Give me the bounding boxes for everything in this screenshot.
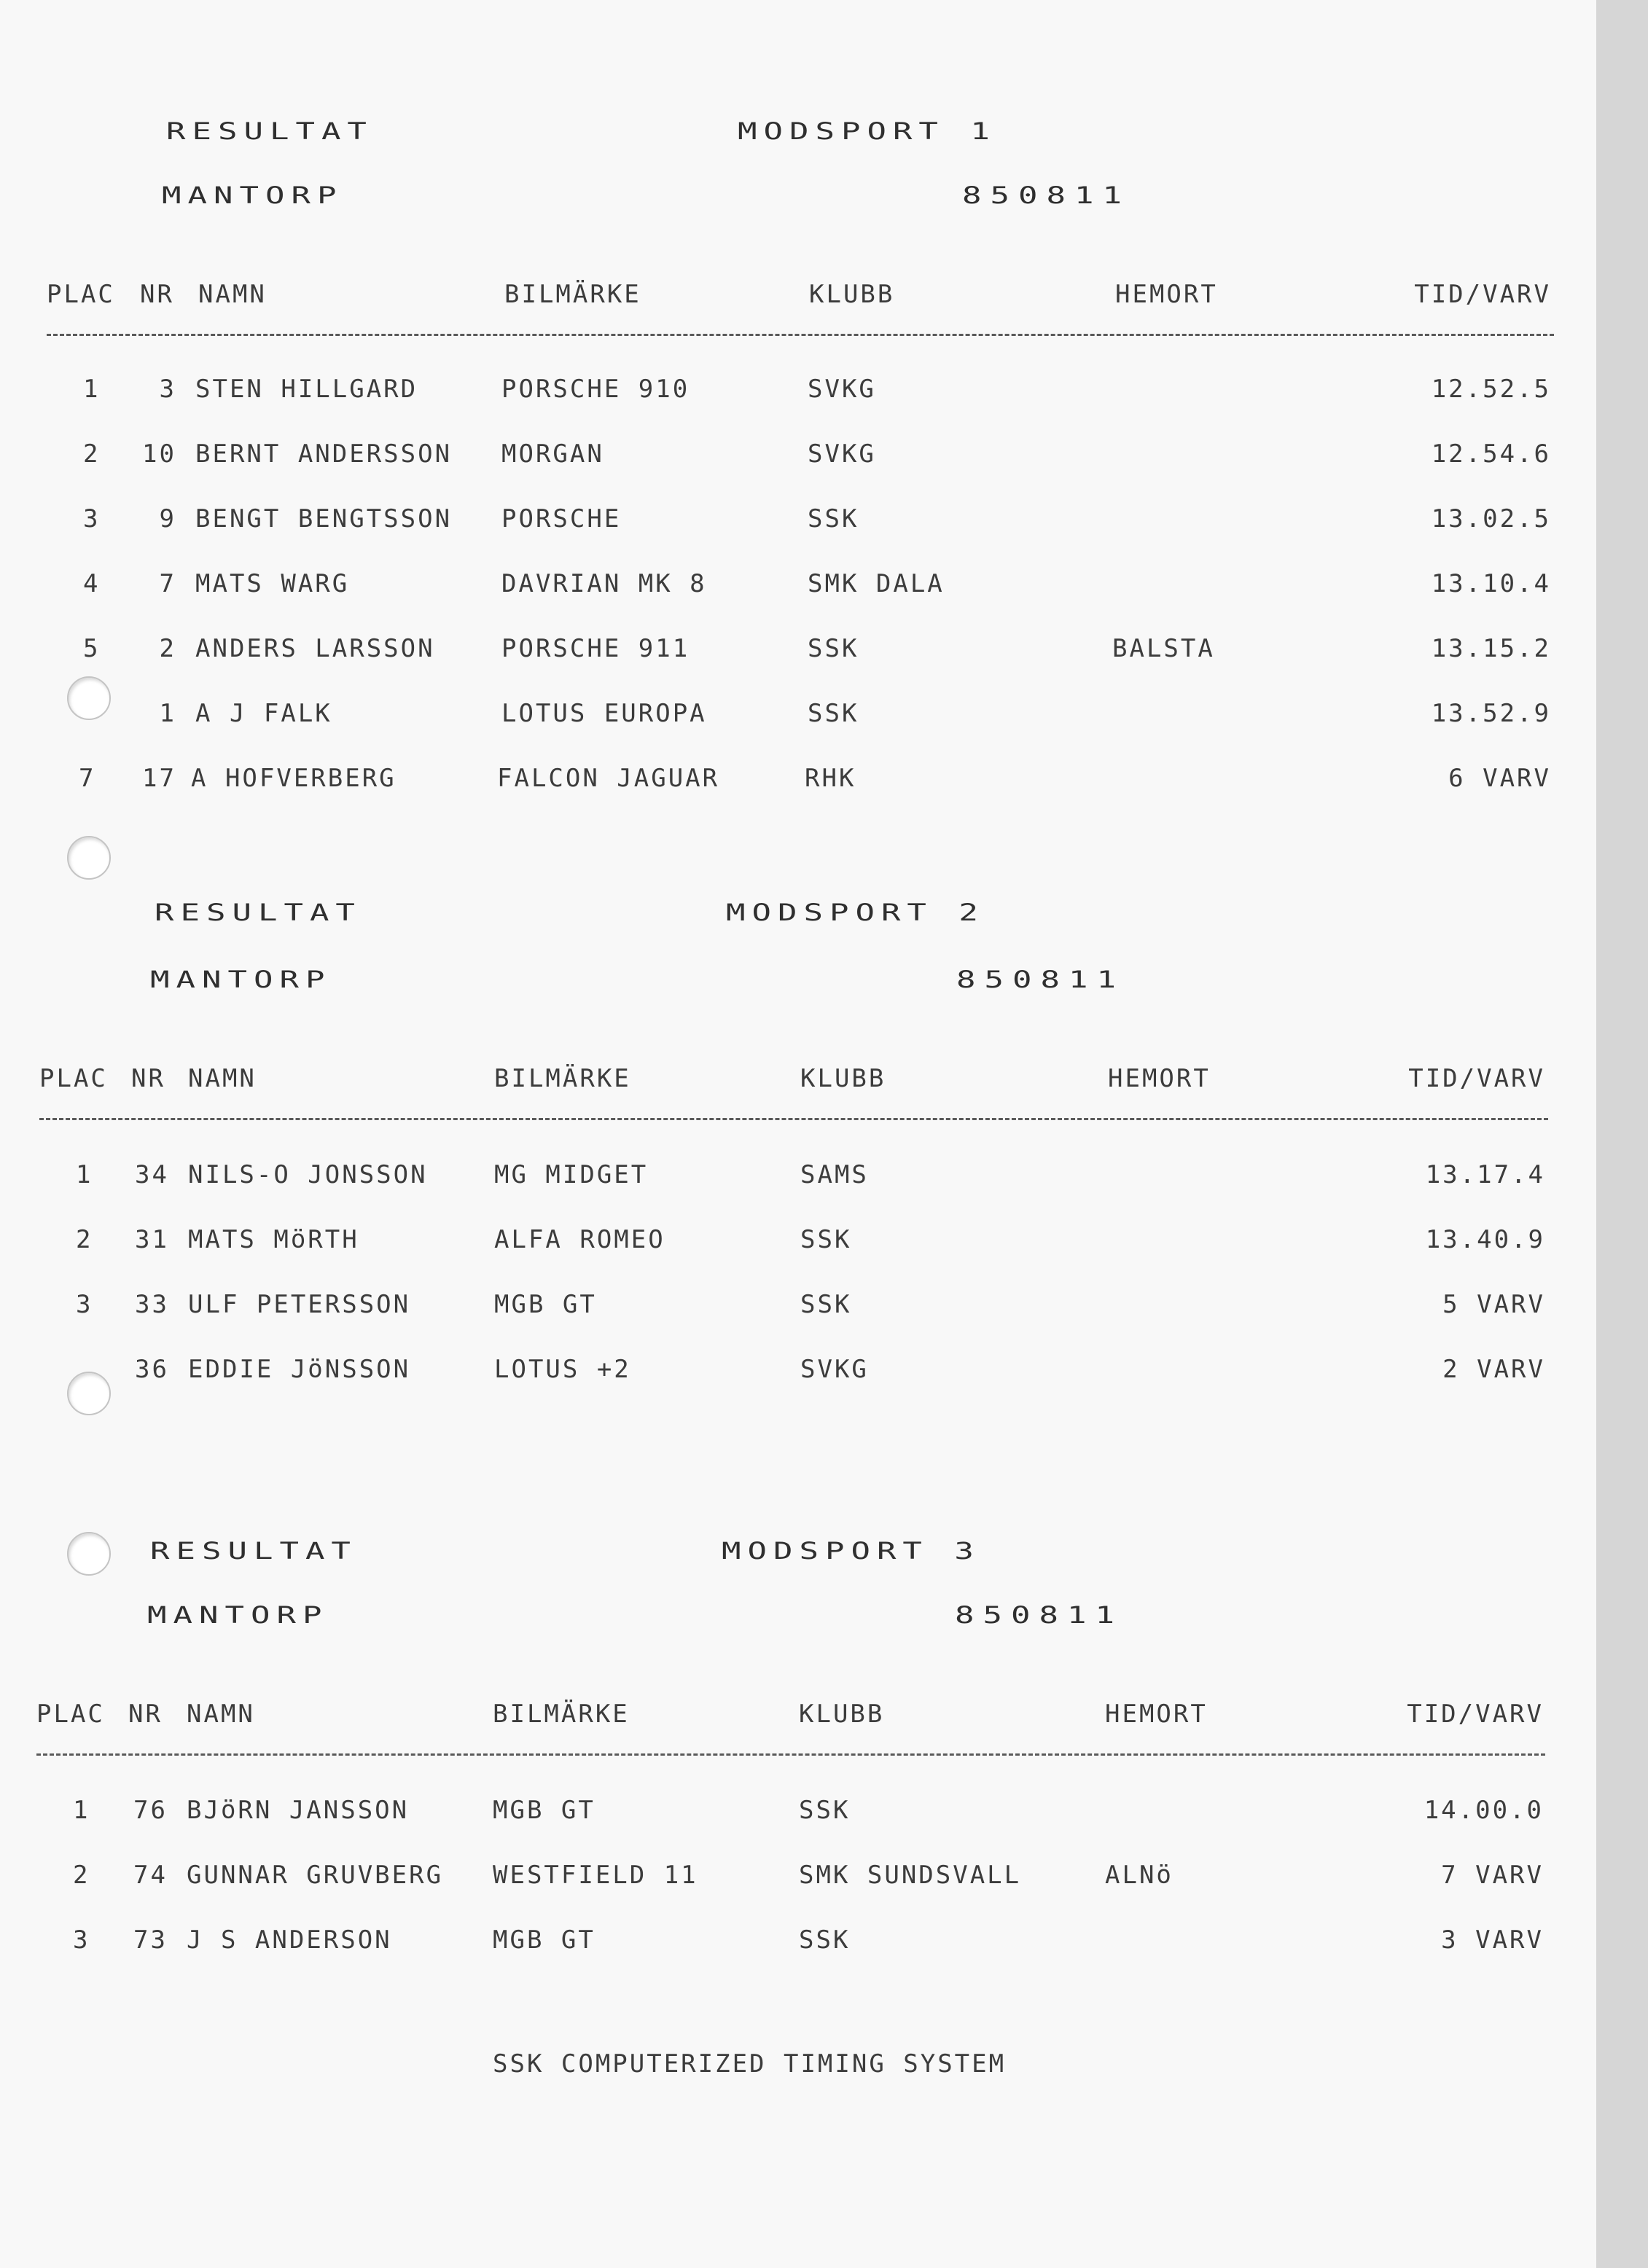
class-name: MODSPORT 2 (726, 899, 985, 926)
cell-bil: MGB GT (494, 1290, 597, 1319)
cell-nr: 2 (159, 634, 176, 663)
header-namn: NAMN (187, 1700, 255, 1729)
cell-bil: FALCON JAGUAR (497, 764, 720, 793)
cell-nr: 9 (159, 504, 176, 533)
header-nr: NR (128, 1700, 163, 1729)
cell-namn: BERNT ANDERSSON (195, 439, 453, 469)
punch-hole (67, 1532, 111, 1576)
cell-nr: 34 (135, 1160, 169, 1189)
cell-nr: 36 (135, 1355, 169, 1384)
cell-bil: WESTFIELD 11 (493, 1861, 698, 1890)
cell-tid: 3 VARV (1441, 1925, 1544, 1955)
cell-hemort: ALNö (1105, 1861, 1173, 1890)
punch-hole (67, 836, 111, 880)
track-name: MANTORP (150, 966, 332, 993)
header-klubb: KLUBB (799, 1700, 885, 1729)
cell-bil: PORSCHE (501, 504, 622, 533)
cell-nr: 10 (142, 439, 176, 469)
dashed-separator (39, 1118, 1548, 1120)
cell-bil: DAVRIAN MK 8 (501, 569, 707, 598)
header-nr: NR (131, 1064, 165, 1093)
header-plac: PLAC (47, 280, 115, 309)
cell-hemort: BALSTA (1112, 634, 1215, 663)
header-hemort: HEMORT (1115, 280, 1218, 309)
header-namn: NAMN (188, 1064, 257, 1093)
cell-namn: ANDERS LARSSON (195, 634, 435, 663)
cell-plac: 4 (83, 569, 101, 598)
header-nr: NR (140, 280, 174, 309)
cell-nr: 73 (133, 1925, 168, 1955)
dashed-separator (36, 1753, 1545, 1756)
cell-klubb: SSK (808, 504, 859, 533)
cell-klubb: SSK (799, 1925, 851, 1955)
cell-nr: 3 (159, 375, 176, 404)
section-heading: RESULTAT (155, 899, 362, 926)
section-heading: RESULTAT (166, 118, 373, 145)
track-name: MANTORP (162, 182, 343, 209)
cell-namn: BENGT BENGTSSON (195, 504, 453, 533)
cell-bil: MG MIDGET (494, 1160, 649, 1189)
header-tid: TID/VARV (1414, 280, 1551, 309)
cell-tid: 6 VARV (1448, 764, 1551, 793)
cell-plac: 3 (76, 1290, 93, 1319)
cell-namn: A HOFVERBERG (191, 764, 397, 793)
cell-namn: A J FALK (195, 699, 332, 728)
cell-nr: 74 (133, 1861, 168, 1890)
footer-note: SSK COMPUTERIZED TIMING SYSTEM (493, 2049, 1007, 2079)
cell-plac: 3 (73, 1925, 90, 1955)
cell-tid: 13.15.2 (1431, 634, 1551, 663)
cell-klubb: SVKG (800, 1355, 869, 1384)
header-bilmarke: BILMÄRKE (493, 1700, 630, 1729)
cell-namn: NILS-O JONSSON (188, 1160, 428, 1189)
cell-klubb: RHK (805, 764, 856, 793)
cell-klubb: SSK (800, 1225, 852, 1254)
cell-plac: 1 (83, 375, 101, 404)
cell-tid: 14.00.0 (1424, 1796, 1544, 1825)
cell-tid: 12.52.5 (1431, 375, 1551, 404)
cell-plac: 1 (73, 1796, 90, 1825)
cell-tid: 13.10.4 (1431, 569, 1551, 598)
cell-bil: PORSCHE 910 (501, 375, 690, 404)
cell-nr: 31 (135, 1225, 169, 1254)
cell-tid: 12.54.6 (1431, 439, 1551, 469)
cell-plac: 3 (83, 504, 101, 533)
cell-bil: MGB GT (493, 1796, 595, 1825)
cell-nr: 17 (142, 764, 176, 793)
cell-namn: GUNNAR GRUVBERG (187, 1861, 444, 1890)
class-name: MODSPORT 3 (722, 1538, 980, 1565)
cell-bil: LOTUS +2 (494, 1355, 631, 1384)
cell-namn: MATS MöRTH (188, 1225, 359, 1254)
cell-nr: 76 (133, 1796, 168, 1825)
cell-tid: 7 VARV (1441, 1861, 1544, 1890)
dashed-separator (47, 334, 1554, 336)
cell-plac: 2 (73, 1861, 90, 1890)
header-klubb: KLUBB (800, 1064, 886, 1093)
cell-namn: STEN HILLGARD (195, 375, 418, 404)
cell-klubb: SSK (808, 634, 859, 663)
header-bilmarke: BILMÄRKE (494, 1064, 631, 1093)
cell-tid: 13.02.5 (1431, 504, 1551, 533)
header-tid: TID/VARV (1408, 1064, 1545, 1093)
track-name: MANTORP (147, 1602, 329, 1629)
cell-bil: ALFA ROMEO (494, 1225, 665, 1254)
cell-tid: 13.52.9 (1431, 699, 1551, 728)
header-klubb: KLUBB (809, 280, 895, 309)
cell-klubb: SAMS (800, 1160, 869, 1189)
cell-plac: 1 (76, 1160, 93, 1189)
race-date: 850811 (956, 966, 1125, 993)
header-plac: PLAC (39, 1064, 108, 1093)
cell-klubb: SSK (808, 699, 859, 728)
cell-nr: 7 (159, 569, 176, 598)
cell-namn: EDDIE JöNSSON (188, 1355, 411, 1384)
punch-hole (67, 676, 111, 720)
cell-klubb: SSK (799, 1796, 851, 1825)
cell-klubb: SMK SUNDSVALL (799, 1861, 1022, 1890)
cell-bil: MGB GT (493, 1925, 595, 1955)
punch-hole (67, 1372, 111, 1415)
cell-klubb: SVKG (808, 439, 876, 469)
cell-tid: 2 VARV (1442, 1355, 1545, 1384)
cell-nr: 1 (159, 699, 176, 728)
class-name: MODSPORT 1 (738, 118, 996, 145)
cell-namn: MATS WARG (195, 569, 350, 598)
cell-nr: 33 (135, 1290, 169, 1319)
cell-plac: 5 (83, 634, 101, 663)
cell-bil: MORGAN (501, 439, 604, 469)
header-namn: NAMN (198, 280, 267, 309)
header-tid: TID/VARV (1407, 1700, 1544, 1729)
cell-bil: PORSCHE 911 (501, 634, 690, 663)
header-hemort: HEMORT (1108, 1064, 1211, 1093)
cell-bil: LOTUS EUROPA (501, 699, 707, 728)
section-heading: RESULTAT (150, 1538, 357, 1565)
cell-tid: 13.17.4 (1425, 1160, 1545, 1189)
header-plac: PLAC (36, 1700, 105, 1729)
cell-namn: BJöRN JANSSON (187, 1796, 410, 1825)
header-bilmarke: BILMÄRKE (504, 280, 641, 309)
cell-klubb: SMK DALA (808, 569, 945, 598)
cell-plac: 2 (76, 1225, 93, 1254)
cell-namn: ULF PETERSSON (188, 1290, 411, 1319)
cell-klubb: SSK (800, 1290, 852, 1319)
race-date: 850811 (955, 1602, 1123, 1629)
cell-tid: 13.40.9 (1425, 1225, 1545, 1254)
cell-plac: 7 (79, 764, 96, 793)
cell-namn: J S ANDERSON (187, 1925, 392, 1955)
cell-plac: 2 (83, 439, 101, 469)
cell-tid: 5 VARV (1442, 1290, 1545, 1319)
race-date: 850811 (962, 182, 1130, 209)
page-edge (1596, 0, 1648, 2268)
cell-klubb: SVKG (808, 375, 876, 404)
header-hemort: HEMORT (1105, 1700, 1208, 1729)
